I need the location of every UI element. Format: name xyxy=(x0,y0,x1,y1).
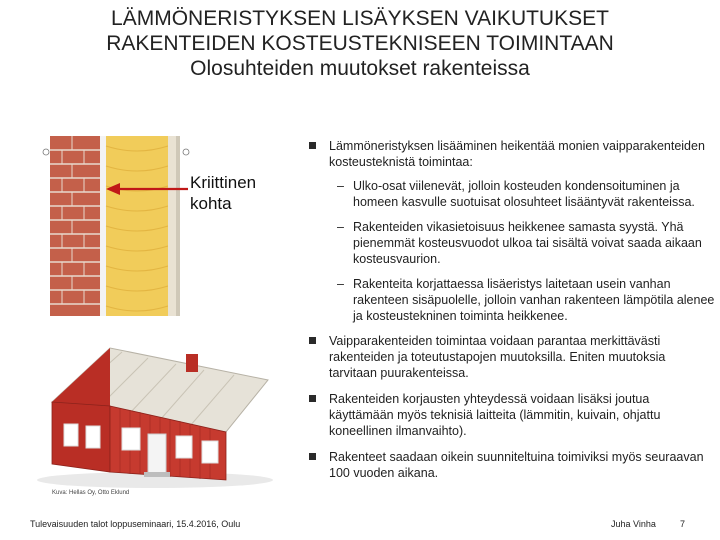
sub-bullet-text: Ulko-osat viilenevät, jolloin kosteuden kondensoituminen ja homeen kasvulle suotuisat olosuhteet lisääntyvät rakenteissa. xyxy=(353,179,695,209)
bullet-marker xyxy=(309,142,316,149)
footer-event: Tulevaisuuden talot loppuseminaari, 15.4.2016, Oulu xyxy=(30,519,241,529)
critical-point-label xyxy=(190,172,256,214)
title-line-3: Olosuhteiden muutokset rakenteissa xyxy=(190,57,530,80)
bullet-item xyxy=(309,138,715,170)
sub-bullet-text: Rakenteiden vikasietoisuus heikkenee samasta syystä. Yhä pienemmät kosteusvuodot ulkoa tai sisältä voivat saada aikaan kosteusvaurion. xyxy=(353,220,702,266)
bullet-text: Rakenteet saadaan oikein suunniteltuina toimiviksi myös seuraavan 100 vuoden aikana. xyxy=(329,450,704,480)
bullet-marker xyxy=(309,337,316,344)
bullet-item xyxy=(309,391,715,439)
wall-section-image xyxy=(42,136,190,316)
sub-bullet-item xyxy=(337,178,715,210)
bullet-item xyxy=(309,333,715,381)
slide-title xyxy=(20,6,700,81)
critical-point-line-2: kohta xyxy=(190,194,232,213)
sub-bullet-item xyxy=(337,219,715,267)
bullet-list xyxy=(309,138,715,489)
bullet-text: Rakenteiden korjausten yhteydessä voidaan lisäksi joutua käyttämään myös teknisiä laitteita (lämmitin, kuivain, ohjattu koneellinen ilmanvaihto). xyxy=(329,392,661,438)
footer-author: Juha Vinha xyxy=(611,519,656,529)
image-credit: Kuva: Hellas Oy, Otto Eklund xyxy=(52,490,130,496)
dash-marker: – xyxy=(337,179,344,193)
title-line-2: RAKENTEIDEN KOSTEUSTEKNISEEN TOIMINTAAN xyxy=(106,32,614,55)
page-number: 7 xyxy=(680,519,686,529)
dash-marker: – xyxy=(337,277,344,291)
dash-marker: – xyxy=(337,220,344,234)
bullet-text: Vaipparakenteiden toimintaa voidaan parantaa merkittävästi rakenteiden ja toteutustapojen muutoksilla. Eniten muutoksia tarvitaan puurakenteissa. xyxy=(329,334,666,380)
bullet-text: Lämmöneristyksen lisääminen heikentää monien vaipparakenteiden kosteusteknistä toimintaa: xyxy=(329,139,705,169)
house-image xyxy=(30,340,280,490)
bullet-marker xyxy=(309,453,316,460)
bullet-marker xyxy=(309,395,316,402)
bullet-item xyxy=(309,449,715,481)
title-line-1: LÄMMÖNERISTYKSEN LISÄYKSEN VAIKUTUKSET xyxy=(111,7,609,30)
critical-point-line-1: Kriittinen xyxy=(190,173,257,192)
sub-bullet-text: Rakenteita korjattaessa lisäeristys laitetaan usein vanhan rakenteen sisäpuolelle, jolloin vanhan rakenteen lämpötila alenee ja kosteustekninen toiminta heikkenee. xyxy=(353,277,715,323)
sub-bullet-item xyxy=(337,276,715,324)
